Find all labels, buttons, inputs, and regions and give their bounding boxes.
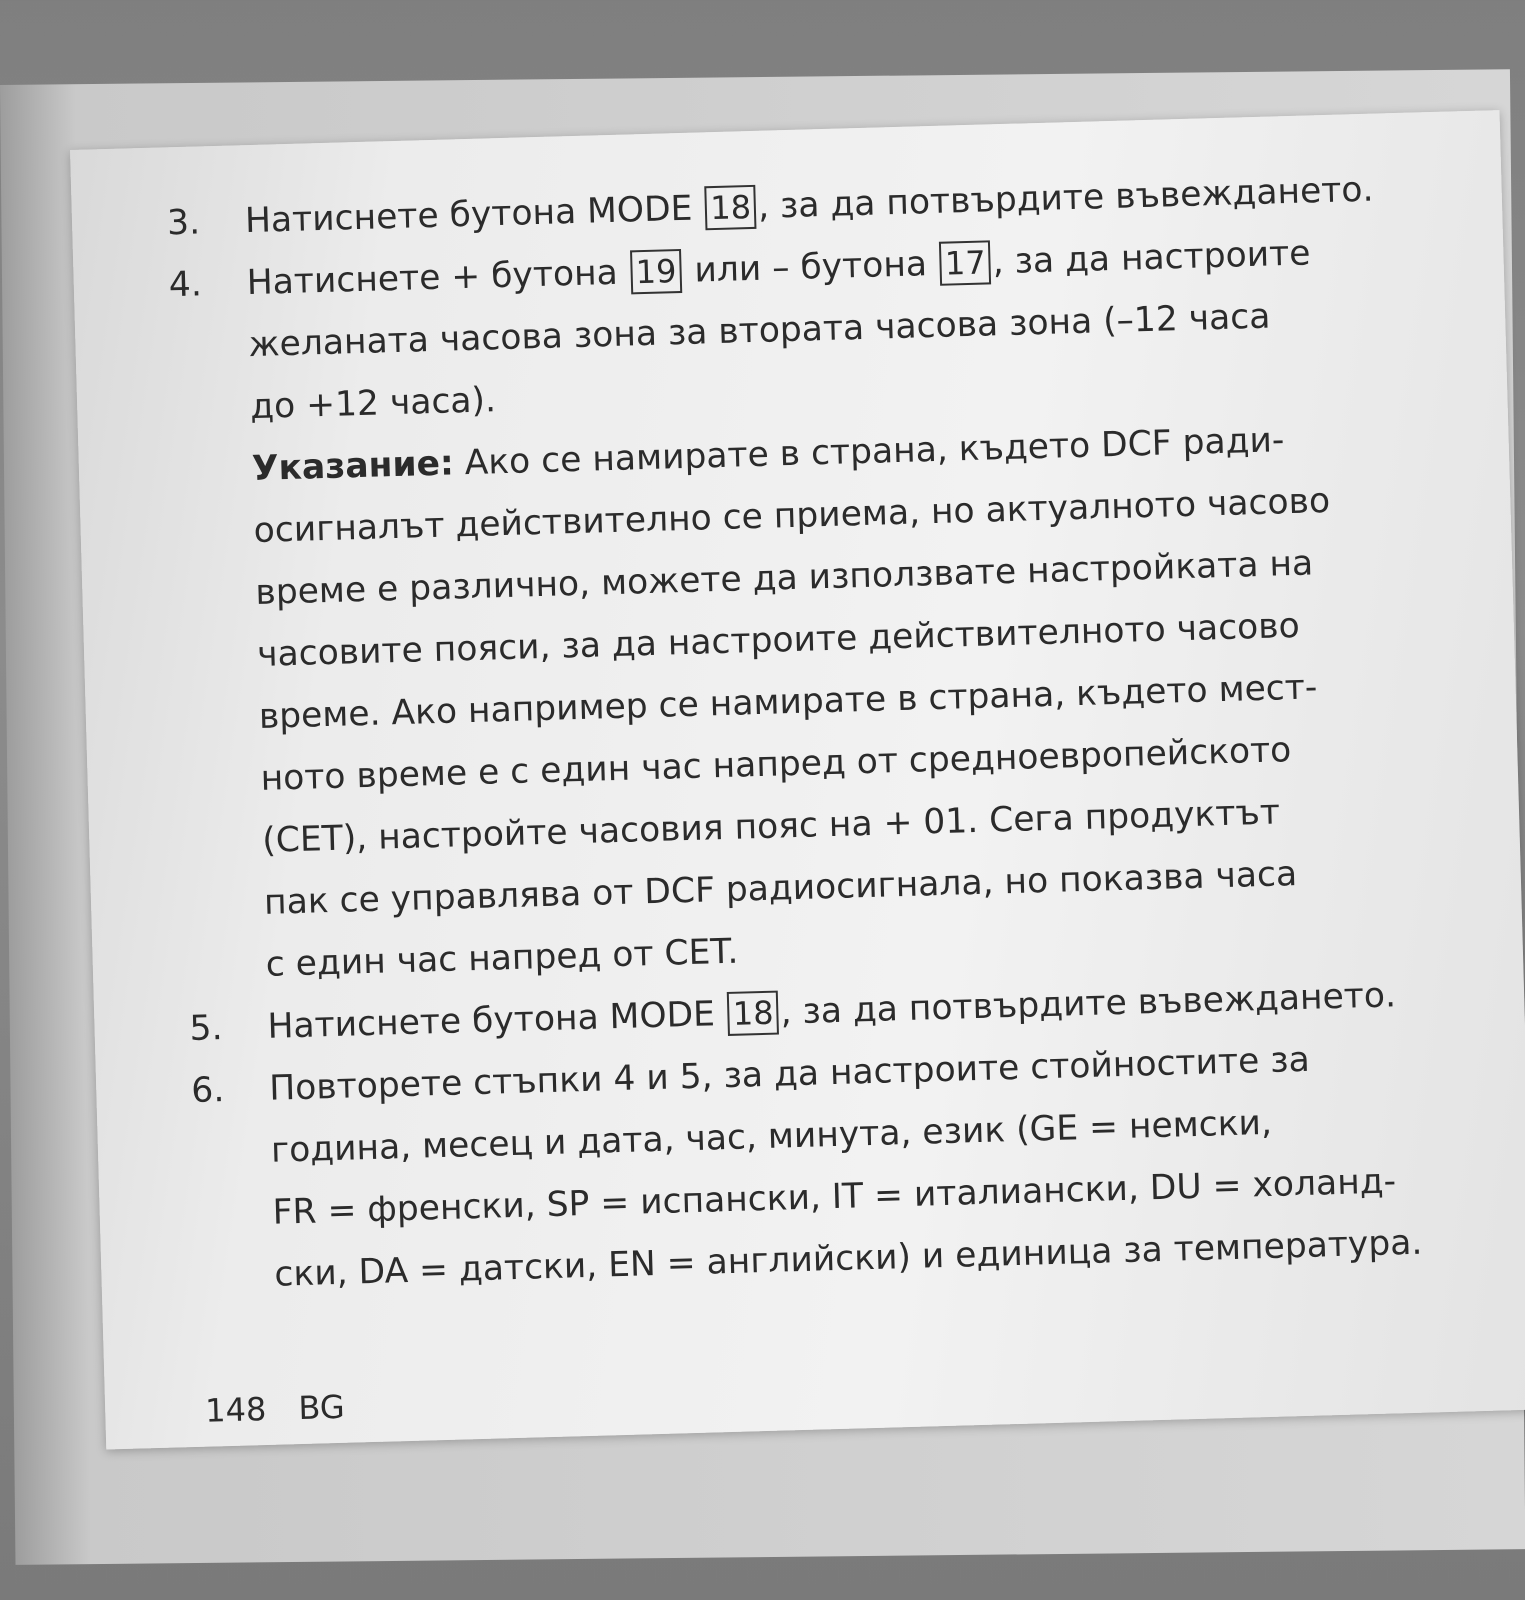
note-line: пак се управлява от DCF радиосигнала, но показва часа (263, 854, 1298, 923)
note-line: (CET), настройте часовия пояс на + 01. Сега продуктът (261, 792, 1281, 861)
step-number: 5. (189, 1008, 224, 1049)
button-reference: 18 (727, 991, 779, 1036)
step-6 (190, 1025, 1436, 1308)
note-line: време е различно, можете да използвате настройката на (254, 543, 1314, 613)
note-line: ното време е с един час напред от средноевропейското (260, 730, 1292, 799)
step-text: Натиснете бутона MODE (244, 188, 693, 242)
instruction-list (166, 158, 1437, 1308)
step-number: 4. (168, 264, 203, 306)
button-reference: 18 (705, 185, 757, 230)
note-line: осигналът действително се приема, но актуалното часово (253, 480, 1331, 552)
note-line: време. Ако например се намирате в страна, където мест- (258, 667, 1318, 737)
note-text: Ако се намирате в страна, където DCF ради- (453, 420, 1285, 484)
note-line: часовите пояси, за да настроите действителното часово (256, 605, 1301, 675)
button-reference: 19 (630, 249, 682, 294)
button-reference: 17 (939, 240, 991, 285)
step-line: ски, DA = датски, EN = английски) и единица за температура. (273, 1222, 1423, 1295)
page-footer (205, 1387, 367, 1429)
note-line: с един час напред от CET. (265, 931, 739, 985)
step-number: 6. (190, 1070, 225, 1111)
step-text: Натиснете бутона MODE (267, 994, 716, 1047)
step-line: година, месец и дата, час, минута, език (GE = немски, (270, 1102, 1273, 1171)
step-line: Повторете стъпки 4 и 5, за да настроите стойностите за (268, 1039, 1311, 1109)
language-code: BG (297, 1387, 346, 1428)
step-4 (168, 220, 1428, 998)
step-line: до +12 часа). (249, 380, 497, 428)
step-line: FR = френски, SP = испански, IT = италиански, DU = холанд- (272, 1161, 1397, 1233)
manual-page (70, 110, 1525, 1449)
note-label: Указание: (251, 443, 455, 490)
step-text: Натиснете + бутона (246, 252, 619, 304)
step-line: желаната часова зона за втората часова зона (–12 часа (247, 296, 1271, 366)
step-text: или – бутона (693, 244, 928, 291)
step-text: , за да настроите (992, 233, 1311, 283)
step-text: , за да потвърдите въвеждането. (779, 975, 1397, 1033)
page-number: 148 (204, 1390, 267, 1430)
step-text: , за да потвърдите въвеждането. (757, 169, 1374, 227)
step-number: 3. (166, 202, 201, 244)
